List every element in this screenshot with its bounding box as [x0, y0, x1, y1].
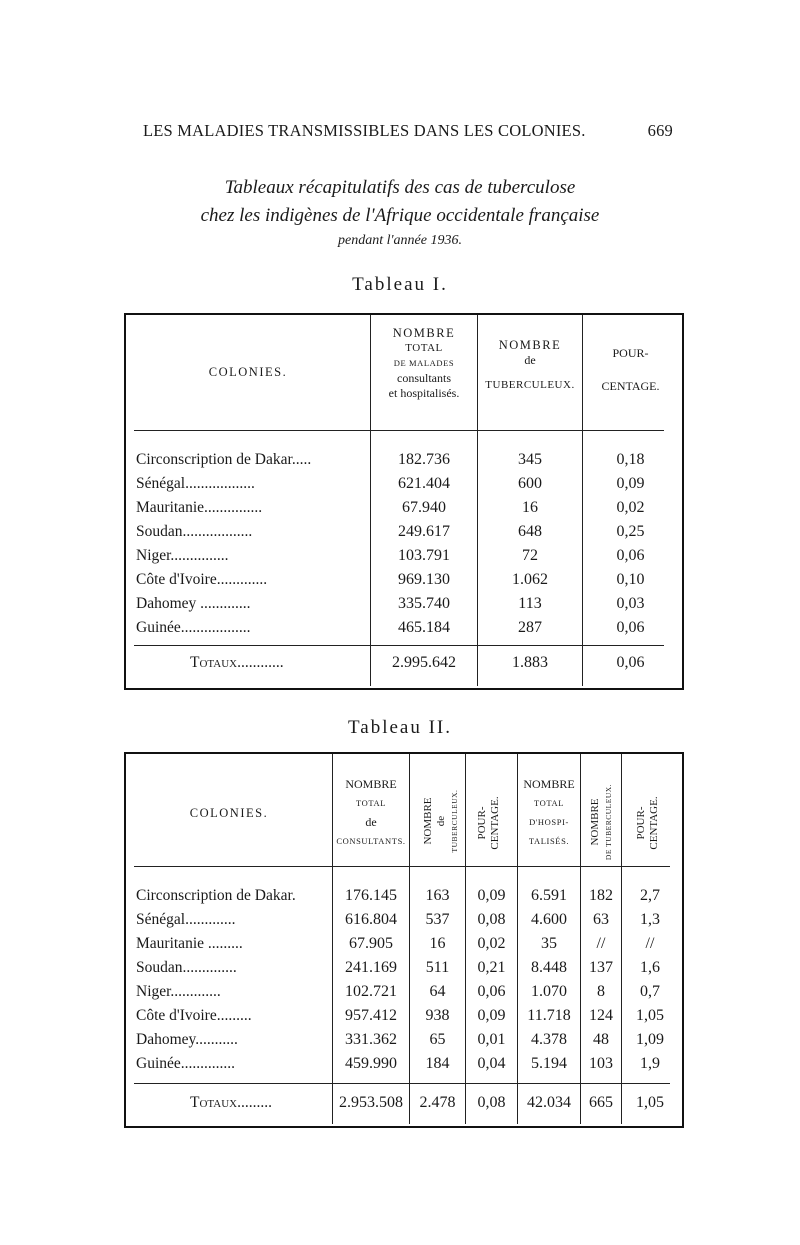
table2-header-consultants: NOMBRE TOTAL de CONSULTANTS.: [336, 777, 406, 846]
table1-rule: [134, 645, 664, 646]
table-cell-hosp: 4.378: [531, 1031, 567, 1048]
table1-header-pourcentage: POUR- CENTAGE.: [601, 346, 660, 393]
table-cell-tub-c: 184: [425, 1055, 450, 1072]
total-label: Totaux............: [190, 654, 284, 671]
table2-header-colonies: COLONIES.: [189, 806, 269, 820]
total-consultants: 2.953.508: [339, 1094, 403, 1111]
table-cell-tuberculeux: 72: [522, 547, 538, 564]
table-cell-consultants: 459.990: [345, 1055, 397, 1072]
table-cell-consultants: 67.905: [349, 935, 393, 952]
table-cell-tuberculeux: 16: [522, 499, 538, 516]
table-cell-malades: 969.130: [398, 571, 450, 588]
table-cell-pourcentage: 0,02: [616, 499, 645, 516]
table-row-colonie: Circonscription de Dakar.: [136, 887, 296, 904]
table-cell-malades: 103.791: [398, 547, 450, 564]
table-cell-pct-h: 2,7: [640, 887, 660, 904]
table1-header-colonies: COLONIES.: [208, 365, 288, 379]
table-cell-pct-h: 1,3: [640, 911, 660, 928]
table-cell-pct-c: 0,21: [477, 959, 506, 976]
table-cell-tub-h: 63: [593, 911, 609, 928]
table-row-colonie: Côte d'Ivoire.............: [136, 571, 268, 588]
table-cell-tuberculeux: 113: [518, 595, 542, 612]
table-cell-malades: 335.740: [398, 595, 450, 612]
table-cell-pct-h: 1,6: [640, 959, 660, 976]
total-label: Totaux.........: [190, 1094, 272, 1111]
table-cell-malades: 249.617: [398, 523, 450, 540]
table-cell-consultants: 176.145: [345, 887, 397, 904]
table-cell-malades: 465.184: [398, 619, 450, 636]
table-cell-pct-c: 0,06: [477, 983, 506, 1000]
table2-header-pct-consult: POUR- CENTAGE.: [476, 796, 501, 850]
table-cell-tub-c: 938: [425, 1007, 450, 1024]
table-cell-tub-c: 65: [429, 1031, 446, 1048]
table-cell-pct-c: 0,09: [477, 887, 506, 904]
table-cell-tuberculeux: 648: [518, 523, 542, 540]
table-cell-malades: 182.736: [398, 451, 450, 468]
table-cell-hosp: 11.718: [527, 1007, 571, 1024]
table-cell-consultants: 957.412: [345, 1007, 397, 1024]
table-row-colonie: Sénégal..................: [136, 475, 255, 492]
table-cell-tub-h: 124: [589, 1007, 613, 1024]
total-malades: 2.995.642: [392, 654, 456, 671]
total-tuberculeux: 1.883: [512, 654, 548, 671]
table-cell-pourcentage: 0,25: [616, 523, 645, 540]
table-cell-hosp: 6.591: [531, 887, 567, 904]
table-row-colonie: Niger.............: [136, 983, 221, 1000]
title-line-2: chez les indigènes de l'Afrique occidentale française: [200, 205, 600, 226]
table2-header-hospitalises: NOMBRE TOTAL D'HOSPI- TALISÉS.: [523, 777, 575, 846]
table-cell-tub-h: 182: [589, 887, 613, 904]
table-cell-pourcentage: 0,10: [616, 571, 645, 588]
table-cell-tub-h: 48: [593, 1031, 609, 1048]
table-row-colonie: Sénégal.............: [136, 911, 236, 928]
table-cell-pourcentage: 0,03: [616, 595, 645, 612]
table-cell-hosp: 5.194: [531, 1055, 567, 1072]
table-row-colonie: Guinée..................: [136, 619, 251, 636]
table-cell-tub-c: 511: [425, 959, 450, 976]
table-cell-hosp: 8.448: [531, 959, 567, 976]
table-cell-pourcentage: 0,18: [616, 451, 645, 468]
table-cell-pct-h: 0,7: [640, 983, 660, 1000]
table-cell-pct-c: 0,04: [477, 1055, 506, 1072]
table-cell-tub-h: //: [596, 935, 606, 952]
table-cell-pct-h: 1,05: [636, 1007, 664, 1024]
total-pct-h: 1,05: [636, 1094, 664, 1111]
total-pct-c: 0,08: [477, 1094, 506, 1111]
title-line-1: Tableaux récapitulatifs des cas de tuberculose: [224, 177, 576, 198]
running-header: [143, 121, 673, 141]
table-cell-pct-h: //: [645, 935, 655, 952]
table-row-colonie: Guinée..............: [136, 1055, 236, 1072]
table-cell-tuberculeux: 345: [518, 451, 542, 468]
table-row-colonie: Soudan..............: [136, 959, 237, 976]
table-row-colonie: Mauritanie...............: [136, 499, 263, 516]
table-cell-hosp: 4.600: [531, 911, 567, 928]
table-cell-consultants: 241.169: [345, 959, 397, 976]
table-cell-consultants: 331.362: [345, 1031, 397, 1048]
document-title: [0, 174, 800, 252]
table2-caption: Tableau II.: [347, 717, 452, 738]
table-cell-tuberculeux: 287: [518, 619, 542, 636]
table-cell-tub-h: 8: [597, 983, 605, 1000]
table1-header-malades: NOMBRE TOTAL DE MALADES consultants et hospitalisés.: [388, 326, 460, 400]
total-tub-c: 2.478: [419, 1094, 456, 1111]
running-title: LES MALADIES TRANSMISSIBLES DANS LES COLONIES.: [143, 121, 586, 140]
table-cell-tub-c: 64: [429, 983, 446, 1000]
table-cell-pourcentage: 0,09: [616, 475, 645, 492]
table-cell-pourcentage: 0,06: [616, 547, 645, 564]
page-number: 669: [647, 121, 673, 140]
table-cell-consultants: 616.804: [345, 911, 397, 928]
table-cell-pct-c: 0,01: [477, 1031, 506, 1048]
table-row-colonie: Niger...............: [136, 547, 229, 564]
table1-caption: Tableau I.: [352, 274, 448, 295]
table-cell-tub-c: 163: [425, 887, 450, 904]
table1-rule: [134, 430, 664, 431]
table2-header-pct-hosp: POUR- CENTAGE.: [635, 796, 660, 850]
table-cell-tub-c: 537: [425, 911, 450, 928]
table-cell-pct-c: 0,09: [477, 1007, 506, 1024]
table-cell-tuberculeux: 1.062: [512, 571, 548, 588]
table-row-colonie: Dahomey .............: [136, 595, 251, 612]
table2-rule: [134, 866, 670, 867]
title-line-3: pendant l'année 1936.: [338, 233, 462, 248]
table-row-colonie: Côte d'Ivoire.........: [136, 1007, 252, 1024]
total-pourcentage: 0,06: [616, 654, 645, 671]
table1-header-tuberculeux: NOMBRE de TUBERCULEUX.: [485, 338, 575, 391]
table-cell-consultants: 102.721: [345, 983, 397, 1000]
total-tub-h: 665: [589, 1094, 613, 1111]
table2-header-tub-hosp: NOMBRE DE TUBERCULEUX.: [589, 783, 613, 861]
table-row-colonie: Soudan..................: [136, 523, 253, 540]
table-row-colonie: Dahomey...........: [136, 1031, 238, 1048]
table-cell-tub-h: 103: [589, 1055, 613, 1072]
table-cell-tub-h: 137: [589, 959, 613, 976]
table-cell-malades: 67.940: [402, 499, 446, 516]
table-cell-pct-c: 0,08: [477, 911, 506, 928]
total-hosp: 42.034: [527, 1094, 571, 1111]
table-cell-pct-c: 0,02: [477, 935, 506, 952]
table-cell-tuberculeux: 600: [518, 475, 542, 492]
table2-header-tub-consult: NOMBRE de TUBERCULEUX.: [422, 789, 459, 853]
table2-rule: [134, 1083, 670, 1084]
table-row-colonie: Circonscription de Dakar.....: [136, 451, 312, 468]
table-cell-pct-h: 1,09: [636, 1031, 664, 1048]
table-cell-hosp: 35: [541, 935, 557, 952]
table-cell-pct-h: 1,9: [640, 1055, 660, 1072]
table-cell-hosp: 1.070: [531, 983, 567, 1000]
table-row-colonie: Mauritanie .........: [136, 935, 243, 952]
table-cell-malades: 621.404: [398, 475, 450, 492]
table-cell-tub-c: 16: [429, 935, 446, 952]
table-cell-pourcentage: 0,06: [616, 619, 645, 636]
